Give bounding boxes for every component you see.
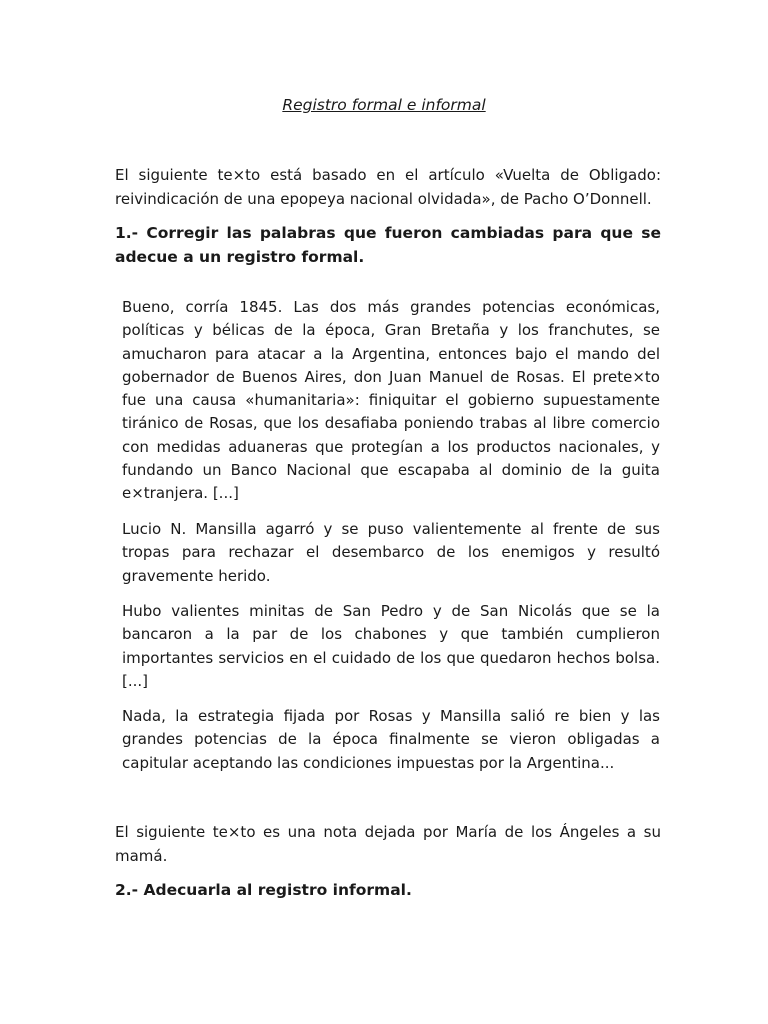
- intro-paragraph-1: El siguiente te×to está basado en el artículo «Vuelta de Obligado: reivindicación de una epopeya nacional olvidada», de Pacho O’Donnell.: [115, 166, 661, 208]
- quote-paragraph-2: Lucio N. Mansilla agarró y se puso valientemente al frente de sus tropas para rechazar el desembarco de los enemigos y resultó gravemente herido.: [122, 520, 660, 585]
- quote-paragraph-3: Hubo valientes minitas de San Pedro y de San Nicolás que se la bancaron a la par de los chabones y que también cumplieron importantes servicios en el cuidado de los que quedaron hechos bolsa. [...]: [122, 602, 660, 690]
- quote-paragraph-4: Nada, la estrategia fijada por Rosas y Mansilla salió re bien y las grandes potencias de la época finalmente se vieron obligadas a capitular aceptando las condiciones impuestas por la Argentina...: [122, 707, 660, 772]
- quote-paragraph-1: Bueno, corría 1845. Las dos más grandes potencias económicas, políticas y bélicas de la época, Gran Bretaña y los franchutes, se amucharon para atacar a la Argentina, entonces bajo el mando del gobernador de Buenos Aires, don Juan Manuel de Rosas. El prete×to fue una causa «humanitaria»: finiquitar el gobierno supuestamente tiránico de Rosas, que los desafiaba poniendo trabas al libre comercio con medidas aduaneras que protegían a los productos nacionales, y fundando un Banco Nacional que escapaba al dominio de la guita e×tranjera. [...]: [122, 298, 660, 503]
- intro-paragraph-2: El siguiente te×to es una nota dejada por María de los Ángeles a su mamá.: [115, 823, 661, 865]
- instruction-2: 2.- Adecuarla al registro informal.: [115, 881, 412, 899]
- instruction-1: 1.- Corregir las palabras que fueron cambiadas para que se adecue a un registro formal.: [115, 224, 661, 266]
- document-title: Registro formal e informal: [282, 96, 486, 114]
